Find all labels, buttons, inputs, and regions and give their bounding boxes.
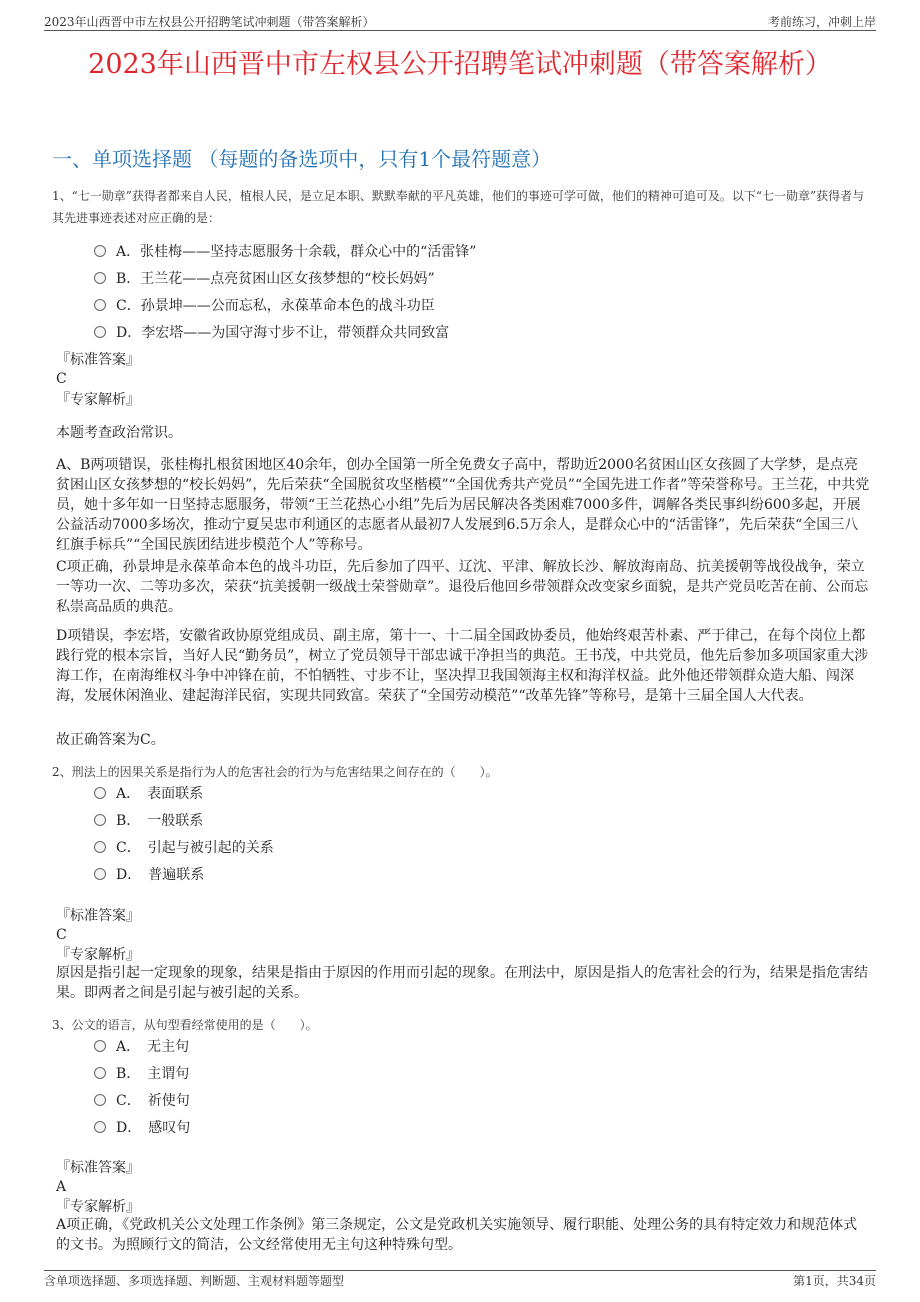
radio-icon[interactable] (94, 868, 106, 880)
question-2-option-a[interactable] (94, 784, 203, 804)
header-slogan: 考前练习，冲刺上岸 (767, 15, 876, 29)
footer-page-number: 第1页，共34页 (793, 1274, 876, 1288)
question-3-option-a[interactable] (94, 1037, 189, 1057)
radio-icon[interactable] (94, 814, 106, 826)
radio-icon[interactable] (94, 272, 106, 284)
option-label: C．孙景坤——公而忘私，永葆革命本色的战斗功臣 (116, 298, 435, 314)
question-2-option-c[interactable] (94, 838, 274, 858)
question-1-option-d[interactable] (94, 323, 449, 343)
question-3-option-b[interactable] (94, 1064, 189, 1084)
option-label: B． 一般联系 (116, 813, 204, 829)
analysis-label: 『专家解析』 (56, 1199, 140, 1215)
question-1-analysis-d: D项错误，李宏塔，安徽省政协原党组成员、副主席，第十一、十二届全国政协委员，他始终艰苦朴素、严于律己，在每个岗位上都践行党的根本宗旨，当好人民“勤务员”，树立了党员领导干部忠诚干净担当的典范。王书茂，中共党员，他先后参加多项国家重大涉海工作，在南海维权斗争中冲锋在前，不怕牺牲、寸步不让，坚决捍卫我国领海主权和海洋权益。此外他还带领群众造大船、闯深海，发展休闲渔业、建起海洋民宿，实现共同致富。荣获了“全国劳动模范”“改革先锋”等称号，是第十三届全国人大代表。 (56, 628, 869, 704)
radio-icon[interactable] (94, 1121, 106, 1133)
radio-icon[interactable] (94, 1094, 106, 1106)
option-label: D． 感叹句 (116, 1120, 191, 1136)
analysis-label: 『专家解析』 (56, 392, 140, 408)
question-1-answer: C (56, 371, 67, 387)
question-3-stem: 3、公文的语言，从句型看经常使用的是（ ）。 (52, 1018, 318, 1032)
question-1-analysis-ab: A、B两项错误，张桂梅扎根贫困地区40余年，创办全国第一所全免费女子高中，帮助近2000名贫困山区女孩圆了大学梦，是点亮贫困山区女孩梦想的“校长妈妈”，先后荣获“全国脱贫攻坚楷模”“全国优秀共产党员”“全国先进工作者”等荣誉称号。王兰花，中共党员，她十多年如一日坚持志愿服务，带领“王兰花热心小组”先后为居民解决各类困难7000多件，调解各类民事纠纷600多起，开展公益活动7000多场次，推动宁夏吴忠市利通区的志愿者从最初7人发展到6.5万余人，是群众心中的“活雷锋”，先后荣获“全国三八红旗手标兵”“全国民族团结进步模范个人”等称号。 (56, 457, 870, 553)
page-title: 2023年山西晋中市左权县公开招聘笔试冲刺题（带答案解析） (88, 49, 832, 80)
footer-question-types: 含单项选择题、多项选择题、判断题、主观材料题等题型 (44, 1274, 345, 1288)
section-title: 一、单项选择题 （每题的备选项中，只有1个最符题意） (52, 147, 552, 171)
question-1-option-b[interactable] (94, 269, 435, 289)
question-2-analysis: 原因是指引起一定现象的现象，结果是指由于原因的作用而引起的现象。在刑法中，原因是指人的危害社会的行为，结果是指危害结果。即两者之间是引起与被引起的关系。 (56, 965, 868, 1001)
question-3-answer: A (56, 1179, 67, 1195)
answer-label: 『标准答案』 (56, 1160, 140, 1176)
question-2-option-d[interactable] (94, 865, 204, 885)
question-3-analysis: A项正确，《党政机关公文处理工作条例》第三条规定，公文是党政机关实施领导、履行职能、处理公务的具有特定效力和规范体式的文书。为照顾行文的简洁，公文经常使用无主句这种特殊句型。 (56, 1217, 858, 1253)
radio-icon[interactable] (94, 326, 106, 338)
question-1-stem: 1、“七一勋章”获得者都来自人民，植根人民，是立足本职、默默奉献的平凡英雄，他们的事迹可学可做，他们的精神可追可及。以下“七一勋章”获得者与其先进事迹表述对应正确的是： (52, 189, 865, 225)
footer-divider (44, 1270, 876, 1271)
question-2-option-b[interactable] (94, 811, 203, 831)
question-3-option-d[interactable] (94, 1118, 190, 1138)
option-label: B．王兰花——点亮贫困山区女孩梦想的“校长妈妈” (116, 271, 435, 287)
radio-icon[interactable] (94, 841, 106, 853)
option-label: B． 主谓句 (116, 1066, 190, 1082)
question-2-stem: 2、刑法上的因果关系是指行为人的危害社会的行为与危害结果之间存在的（ ）。 (52, 765, 498, 779)
question-3-option-c[interactable] (94, 1091, 190, 1111)
header-doc-title: 2023年山西晋中市左权县公开招聘笔试冲刺题（带答案解析） (44, 15, 375, 29)
radio-icon[interactable] (94, 1067, 106, 1079)
radio-icon[interactable] (94, 299, 106, 311)
question-1-analysis-conclusion: 故正确答案为C。 (56, 732, 165, 748)
question-1-analysis-c: C项正确，孙景坤是永葆革命本色的战斗功臣，先后参加了四平、辽沈、平津、解放长沙、解放海南岛、抗美援朝等战役战争，荣立一等功一次、二等功多次，荣获“抗美援朝一级战士荣誉勋章”。退役后他回乡带领群众改变家乡面貌，是共产党员吃苦在前、公而忘私崇高品质的典范。 (56, 559, 869, 615)
radio-icon[interactable] (94, 1040, 106, 1052)
question-2-answer: C (56, 927, 67, 943)
question-1-option-c[interactable] (94, 296, 435, 316)
option-label: C． 祈使句 (116, 1093, 190, 1109)
header-divider (44, 30, 876, 31)
radio-icon[interactable] (94, 787, 106, 799)
question-1-analysis-intro: 本题考查政治常识。 (56, 425, 182, 441)
option-label: A． 表面联系 (116, 786, 204, 802)
answer-label: 『标准答案』 (56, 908, 140, 924)
option-label: A．张桂梅——坚持志愿服务十余载，群众心中的“活雷锋” (116, 244, 477, 260)
question-1-option-a[interactable] (94, 242, 476, 262)
option-label: D．李宏塔——为国守海寸步不让，带领群众共同致富 (116, 325, 450, 341)
option-label: A． 无主句 (116, 1039, 190, 1055)
option-label: D． 普遍联系 (116, 867, 205, 883)
analysis-label: 『专家解析』 (56, 947, 140, 963)
option-label: C． 引起与被引起的关系 (116, 840, 274, 856)
answer-label: 『标准答案』 (56, 352, 140, 368)
radio-icon[interactable] (94, 245, 106, 257)
